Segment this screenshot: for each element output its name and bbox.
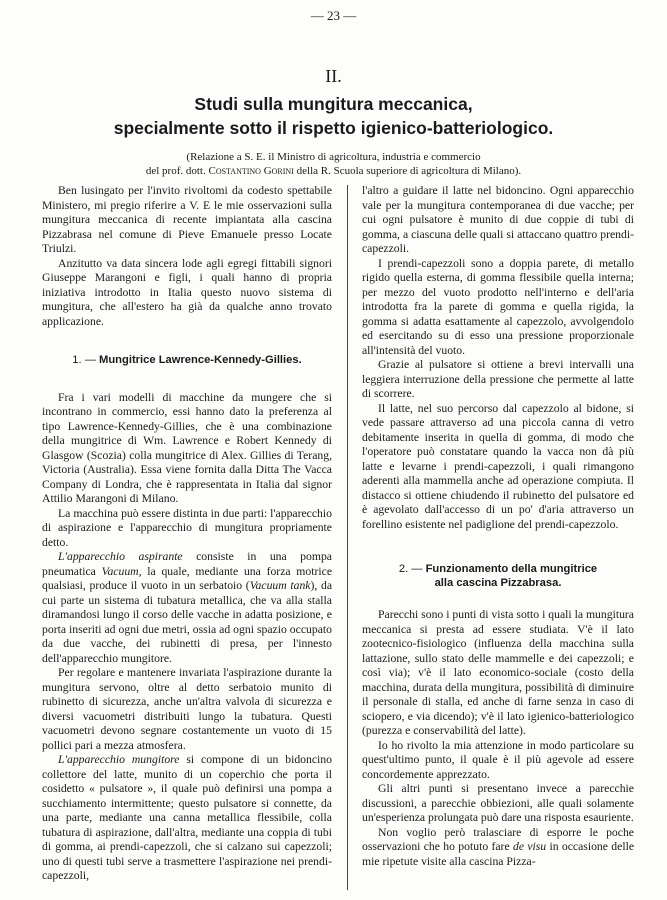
paragraph: Parecchi sono i punti di vista sotto i quali la mungitura meccanica si presta ad essere studiata. V'è il lato zootecnico-fisiologico (influenza della macchina sulla lattazione, sullo stato delle mammelle e dei capezzoli; e così via); v'è il lato economico-sociale (costo della macchina, durata della mungitura, possibilità di diminuire il personale di stalla, ed anche di farne senza in caso di sciopero, e via dicendo); v'è il lato igienico-batteriologico (purezza e conservabilità del latte). — [362, 608, 634, 737]
note-prefix: del prof. dott. — [145, 165, 209, 177]
paragraph: Per regolare e mantenere invariata l'aspirazione durante la mungitura servono, oltre al detto serbatoio munito di rubinetto di sicurezza, anche un'altra valvola di sicurezza e diversi vacuometri distribuiti lungo la tubatura. Questi vacuometri devono segnare costantemente un vuoto di 15 pollici pari a mezza atmosfera. — [42, 666, 332, 752]
paragraph: I prendi-capezzoli sono a doppia parete, di metallo rigido quella esterna, di gomma flessibile quella interna; per mezzo del vuoto prodotto nell'interno e dell'aria introdotta fra la parete di gomma e quella rigida, la gomma si adatta esattamente al capezzolo, avvolgendolo ed esercitando su di esso una pressione proporzionale all'intensità del vuoto. — [362, 256, 634, 357]
paragraph: Ben lusingato per l'invito rivoltomi da codesto spettabile Ministero, mi pregio riferire a V. E le mie osservazioni sulla mungitura meccanica di recente impiantata alla cascina Pizzabrasa nel comune di Pieve Emanuele presso Locate Triulzi. — [42, 184, 332, 255]
section-heading-2 — [362, 562, 634, 590]
report-note-line-1: (Relazione a S. E. il Ministro di agricoltura, industria e commercio — [186, 151, 481, 163]
chapter-number: II. — [325, 66, 342, 86]
section-title-cont: alla cascina Pizzabrasa. — [434, 577, 562, 589]
text-run: Non voglio però tralasciare di esporre le poche osservazioni che ho potuto fare — [362, 825, 634, 853]
title-line-2: specialmente sotto il rispetto igienico-batteriologico. — [113, 118, 554, 138]
section-title: Mungitrice Lawrence-Kennedy-Gillies. — [99, 354, 302, 366]
author-name: Costantino Gorini — [208, 165, 294, 177]
right-column — [362, 184, 634, 869]
paragraph: Fra i vari modelli di macchine da mungere che si incontrano in commercio, essi hanno dato la preferenza al tipo Lawrence-Kennedy-Gillies, che è una combinazione della mungitrice di Wm. Lawrence e Robert Kennedy di Glasgow (Scozia) colla mungitrice di Alex. Gillies di Terang, Victoria (Australia). Essa viene fornita dalla Ditta The Vacca Company di Londra, che è rappresentata in Italia dal signor Attilio Marangoni di Milano. — [42, 390, 332, 505]
paragraph: Grazie al pulsatore si ottiene a brevi intervalli una leggiera interruzione della pressione che permette al latte di scorrere. — [362, 358, 634, 400]
article-title — [0, 92, 667, 140]
section-heading-1 — [42, 353, 332, 368]
emphasis: L'apparecchio aspirante — [58, 550, 183, 563]
section-title: Funzionamento della mungitrice — [425, 563, 598, 575]
text-run: consiste in una pompa pneumatica — [42, 550, 332, 578]
report-note-line-2 — [0, 164, 667, 178]
report-note — [0, 150, 667, 178]
paragraph: l'altro a guidare il latte nel bidoncino. Ogni apparecchio vale per la mungitura contemporanea di due vacche; per cui ogni pulsatore è munito di due coppie di tubi di gomma, a ciascuna delle quali si attaccano quattro prendi-capezzoli. — [362, 184, 634, 255]
left-column — [42, 184, 332, 884]
text-run: si compone di un bidoncino collettore del latte, munito di un coperchio che porta il cosidetto « pulsatore », il quale può definirsi una pompa a succhiamento intermittente; questo pulsatore si connette, da una parte, mediante una canna metallica flessibile, colla tubatura di aspirazione, dall'altra, mediante una coppia di tubi di gomma, ai prendi-capezzoli, che si calzano sui capezzoli; uno di questi tubi serve a trasmettere l'aspirazione nei prendi-capezzoli, — [42, 753, 332, 882]
section-number: 2. — — [398, 563, 426, 575]
title-line-1: Studi sulla mungitura meccanica, — [194, 94, 473, 114]
note-suffix: della R. Scuola superiore di agricoltura di Milano). — [293, 165, 522, 177]
text-run: in occasione delle mie ripetute visite alla cascina Pizza- — [362, 840, 635, 868]
section-number: 1. — — [72, 354, 100, 366]
paragraph: Gli altri punti si presentano invece a parecchie discussioni, a parecchie obbiezioni, alle quali solamente un'esperienza prolungata può dare una risposta esauriente. — [362, 782, 634, 824]
section-heading-line-2 — [362, 576, 634, 590]
emphasis: Vacuum, — [101, 564, 142, 578]
emphasis: L'apparecchio mungitore — [58, 753, 180, 766]
paragraph — [362, 826, 634, 870]
paragraph: Io ho rivolto la mia attenzione in modo particolare su quest'ultimo punto, il quale è il più agevole ad essere concordemente apprezzato. — [362, 738, 634, 781]
page-number: — 23 — — [310, 8, 357, 23]
section-heading-line-1 — [362, 562, 634, 576]
paragraph: La macchina può essere distinta in due parti: l'apparecchio di aspirazione e l'apparecchio di mungitura propriamente detto. — [42, 506, 332, 549]
paragraph: Il latte, nel suo percorso dal capezzolo al bidone, si vede passare attraverso ad una piccola canna di vetro debitamente inserita in quella di gomma, di modo che l'operatore può constatare quando la vacca non dà più latte e levarne i prendi-capezzoli, i quali rimangono aderenti alla mammella anche ad operazione compiuta. Il distacco si ottiene chiudendo il rubinetto del pulsatore ed è agevolato dall'accesso di un po' d'aria attraverso un forellino esistente nel padiglione del prendi-capezzolo. — [362, 401, 634, 531]
column-divider — [347, 185, 348, 890]
paragraph — [42, 753, 332, 884]
text-run: ), da cui parte un sistema di tubatura metallica, che va alla stalla diramandosi lungo il corso delle vacche in adatta posizione, e porta inseriti ad ogni due metri, ossia ad ogni spazio occupato da due vacche, dei rubinetti di presa, per l'innesto dell'apparecchio mungitore. — [42, 579, 333, 665]
paragraph: Anzitutto va data sincera lode agli egregi fittabili signori Giuseppe Marangoni e figli, i quali hanno di propria iniziativa introdotto in Italia questo nuovo sistema di mungitura, che all'estero ha già da qualche anno trovato applicazione. — [42, 256, 332, 328]
text-run: la quale, mediante una forza motrice qualsiasi, produce il vuoto in un serbatoio ( — [42, 564, 333, 592]
emphasis: Vacuum tank — [249, 579, 311, 592]
emphasis: de visu — [512, 840, 547, 853]
paragraph — [42, 550, 332, 666]
